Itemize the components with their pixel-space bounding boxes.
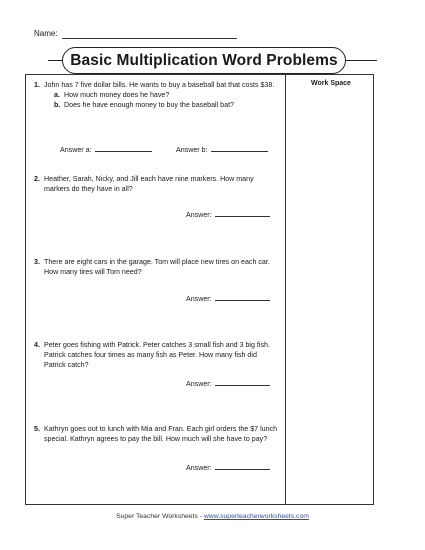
question-number: 2. [34, 175, 40, 183]
question-1 [34, 81, 280, 110]
sub-question-label: a. [54, 90, 60, 99]
answer-label: Answer: [186, 295, 212, 303]
question-5 [34, 425, 280, 445]
question-text: There are eight cars in the garage. Tom will place new tires on each car. How many tires will Tom need? [44, 258, 270, 276]
answer-2-blank[interactable] [215, 216, 270, 217]
answer-label: Answer: [186, 211, 212, 219]
answer-a-blank[interactable] [95, 151, 152, 152]
question-number: 4. [34, 341, 40, 349]
sub-question-a [54, 91, 280, 101]
sub-question-label: b. [54, 100, 61, 109]
answer-3 [186, 295, 270, 303]
title-banner [48, 46, 377, 74]
page-title: Basic Multiplication Word Problems [62, 47, 346, 74]
sub-question-text: Does he have enough money to buy the baseball bat? [64, 100, 234, 109]
question-2 [34, 175, 280, 195]
work-space-divider [285, 74, 286, 504]
question-number: 3. [34, 258, 40, 266]
answer-label: Answer b: [176, 146, 208, 154]
question-number: 5. [34, 425, 40, 433]
answer-5-blank[interactable] [215, 469, 270, 470]
name-line [62, 38, 237, 39]
answer-4 [186, 380, 270, 388]
name-label: Name: [34, 29, 58, 38]
question-3 [34, 258, 280, 278]
work-space-label: Work Space [311, 80, 351, 87]
footer-link[interactable]: www.superteacherworksheets.com [203, 513, 309, 520]
answer-3-blank[interactable] [215, 300, 270, 301]
answer-label: Answer a: [60, 146, 92, 154]
question-text: Peter goes fishing with Patrick. Peter catches 3 small fish and 3 big fish. Patrick catches four times as many fish as Peter. How many fish did Patrick catch? [44, 341, 270, 369]
question-text: Kathryn goes out to lunch with Mia and Fran. Each girl orders the $7 lunch special. Kathryn agrees to pay the bill. How much will she have to pay? [44, 425, 278, 443]
question-4 [34, 341, 280, 370]
answer-2 [186, 211, 270, 219]
answer-b [176, 146, 268, 154]
answer-4-blank[interactable] [215, 385, 270, 386]
answer-5 [186, 464, 270, 472]
question-number: 1. [34, 81, 40, 89]
footer [0, 513, 425, 520]
sub-question-b [54, 101, 280, 111]
footer-text: Super Teacher Worksheets - [116, 513, 204, 520]
answer-label: Answer: [186, 380, 212, 388]
answer-b-blank[interactable] [211, 151, 268, 152]
answer-label: Answer: [186, 464, 212, 472]
question-text: Heather, Sarah, Nicky, and Jill each have nine markers. How many markers do they have in all? [44, 175, 254, 193]
answer-a [60, 146, 152, 154]
sub-question-text: How much money does he have? [64, 90, 170, 99]
question-text: John has 7 five dollar bills. He wants to buy a baseball bat that costs $38. [44, 81, 275, 89]
